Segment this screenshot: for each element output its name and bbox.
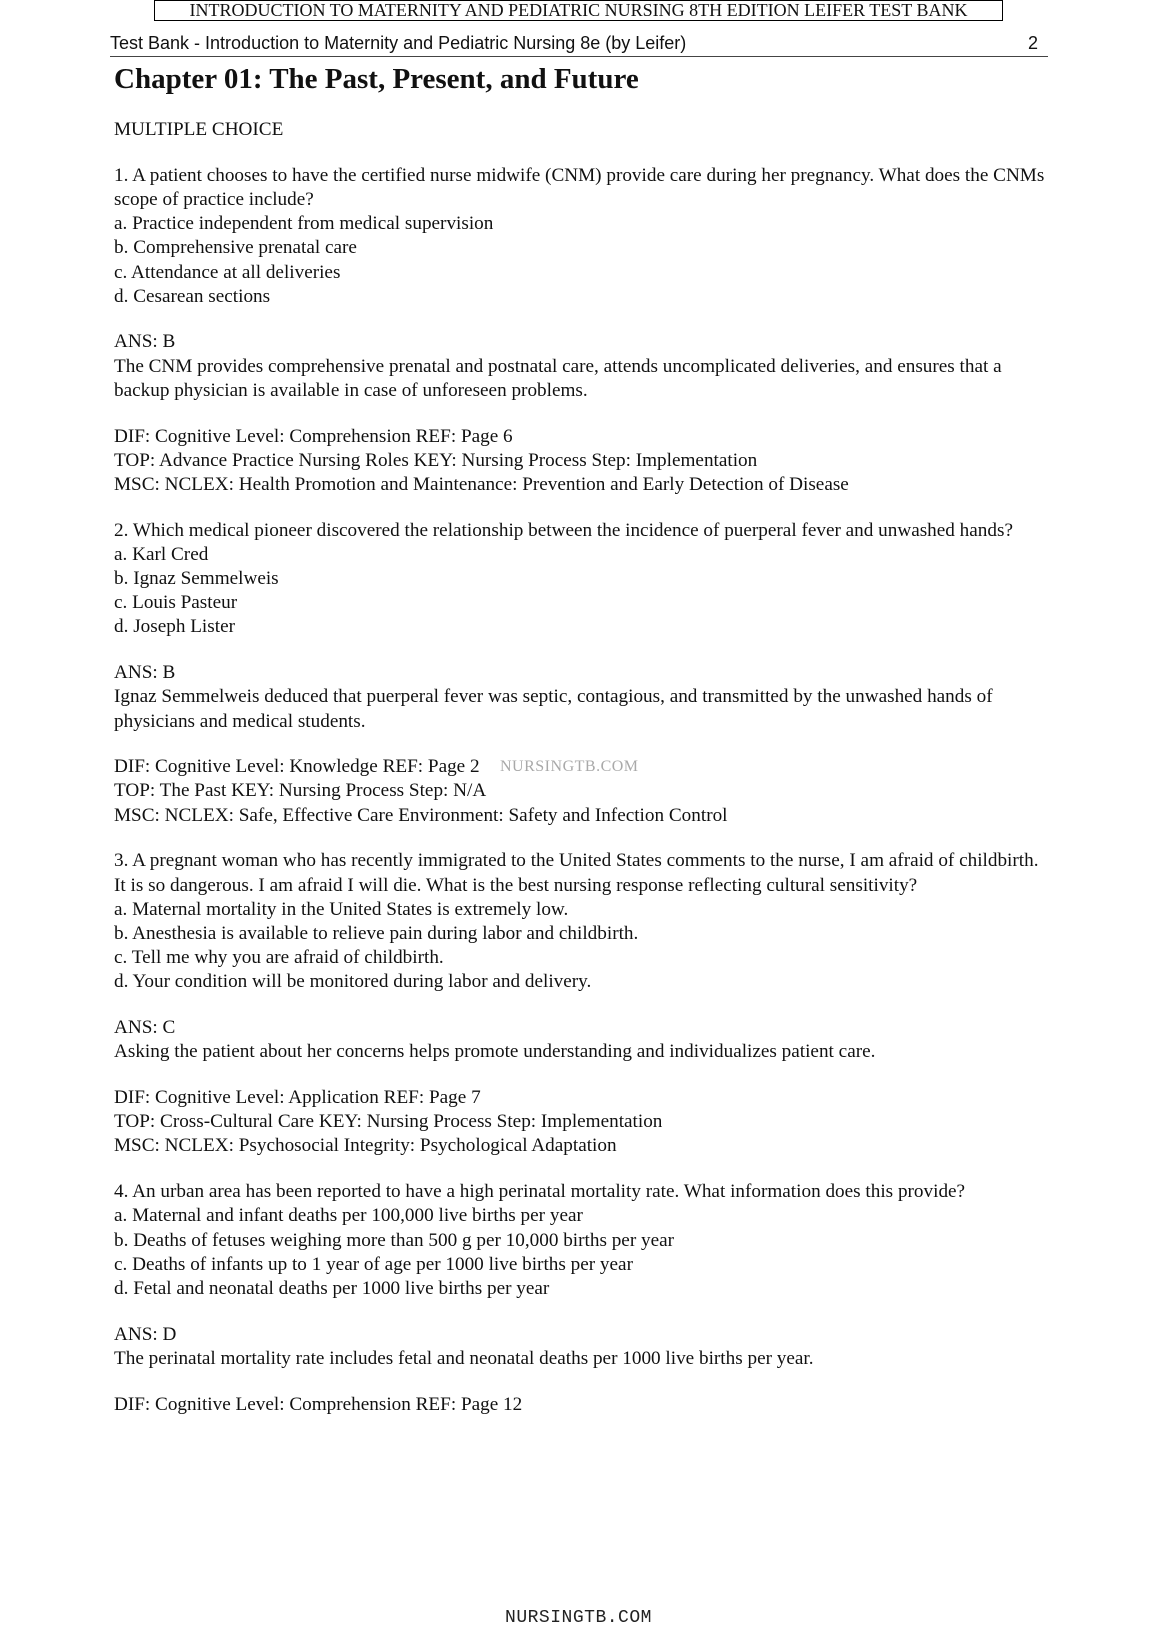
option-b: b. Comprehensive prenatal care bbox=[114, 237, 357, 259]
difficulty: DIF: Cognitive Level: Knowledge REF: Page 2 bbox=[114, 756, 480, 778]
option-d: d. Your condition will be monitored during labor and delivery. bbox=[114, 971, 592, 993]
rationale: The CNM provides comprehensive prenatal and postnatal care, attends uncomplicated deliveries, and ensures that a backup physician is available in case of unforeseen problems. bbox=[114, 355, 1002, 401]
answer: ANS: C bbox=[114, 1017, 176, 1039]
answer: ANS: D bbox=[114, 1323, 177, 1345]
question-stem: 3. A pregnant woman who has recently immigrated to the United States comments to the nurse, I am afraid of childbirth. It is so dangerous. I am afraid I will die. What is the best nursing response reflecting cultural sensitivity? bbox=[114, 850, 1039, 896]
difficulty: DIF: Cognitive Level: Comprehension REF: Page 12 bbox=[114, 1393, 523, 1415]
header-title: Test Bank - Introduction to Maternity and Pediatric Nursing 8e (by Leifer) bbox=[110, 33, 687, 53]
answer: ANS: B bbox=[114, 662, 176, 684]
rationale: Ignaz Semmelweis deduced that puerperal fever was septic, contagious, and transmitted by the unwashed hands of physicians and medical students. bbox=[114, 686, 993, 732]
question-1 bbox=[114, 164, 1049, 497]
option-c: c. Attendance at all deliveries bbox=[114, 261, 341, 283]
option-d: d. Joseph Lister bbox=[114, 616, 235, 638]
footer-watermark: NURSINGTB.COM bbox=[505, 1608, 652, 1628]
page-number: 2 bbox=[1027, 33, 1038, 53]
option-c: c. Tell me why you are afraid of childbirth. bbox=[114, 947, 444, 969]
answer: ANS: B bbox=[114, 331, 176, 353]
option-b: b. Anesthesia is available to relieve pain during labor and childbirth. bbox=[114, 922, 639, 944]
option-b: b. Ignaz Semmelweis bbox=[114, 568, 279, 590]
option-a: a. Karl Cred bbox=[114, 543, 209, 565]
question-2 bbox=[114, 519, 1049, 828]
msc: MSC: NCLEX: Safe, Effective Care Environment: Safety and Infection Control bbox=[114, 804, 728, 826]
difficulty: DIF: Cognitive Level: Comprehension REF: Page 6 bbox=[114, 425, 513, 447]
difficulty: DIF: Cognitive Level: Application REF: Page 7 bbox=[114, 1087, 481, 1108]
topic: TOP: Advance Practice Nursing Roles KEY: Nursing Process Step: Implementation bbox=[114, 449, 758, 471]
option-c: c. Louis Pasteur bbox=[114, 592, 238, 614]
question-stem: 1. A patient chooses to have the certified nurse midwife (CNM) provide care during her pregnancy. What does the CNMs scope of practice include? bbox=[114, 164, 1045, 210]
option-d: d. Cesarean sections bbox=[114, 285, 271, 307]
rationale: Asking the patient about her concerns helps promote understanding and individualizes patient care. bbox=[114, 1041, 876, 1063]
watermark: NURSINGTB.COM bbox=[500, 758, 639, 775]
section-heading: MULTIPLE CHOICE bbox=[114, 119, 284, 140]
option-a: a. Maternal mortality in the United States is extremely low. bbox=[114, 898, 569, 920]
question-stem: 4. An urban area has been reported to have a high perinatal mortality rate. What information does this provide? bbox=[114, 1181, 966, 1203]
top-banner: INTRODUCTION TO MATERNITY AND PEDIATRIC NURSING 8TH EDITION LEIFER TEST BANK bbox=[154, 0, 1003, 21]
msc: MSC: NCLEX: Health Promotion and Maintenance: Prevention and Early Detection of Disease bbox=[114, 473, 849, 495]
rationale: The perinatal mortality rate includes fetal and neonatal deaths per 1000 live births per year. bbox=[114, 1347, 814, 1369]
option-a: a. Maternal and infant deaths per 100,000 live births per year bbox=[114, 1205, 583, 1227]
msc: MSC: NCLEX: Psychosocial Integrity: Psychological Adaptation bbox=[114, 1135, 617, 1157]
running-header bbox=[110, 31, 1048, 57]
option-d: d. Fetal and neonatal deaths per 1000 live births per year bbox=[114, 1277, 550, 1299]
option-a: a. Practice independent from medical supervision bbox=[114, 213, 494, 235]
topic: TOP: Cross-Cultural Care KEY: Nursing Process Step: Implementation bbox=[114, 1111, 663, 1133]
question-stem: 2. Which medical pioneer discovered the relationship between the incidence of puerperal fever and unwashed hands? bbox=[114, 519, 1013, 541]
chapter-title: Chapter 01: The Past, Present, and Future bbox=[114, 63, 639, 95]
option-b: b. Deaths of fetuses weighing more than 500 g per 10,000 births per year bbox=[114, 1229, 675, 1251]
question-4 bbox=[114, 1180, 1049, 1417]
option-c: c. Deaths of infants up to 1 year of age per 1000 live births per year bbox=[114, 1253, 633, 1275]
question-3 bbox=[114, 849, 1049, 1158]
topic: TOP: The Past KEY: Nursing Process Step: N/A bbox=[114, 780, 487, 802]
